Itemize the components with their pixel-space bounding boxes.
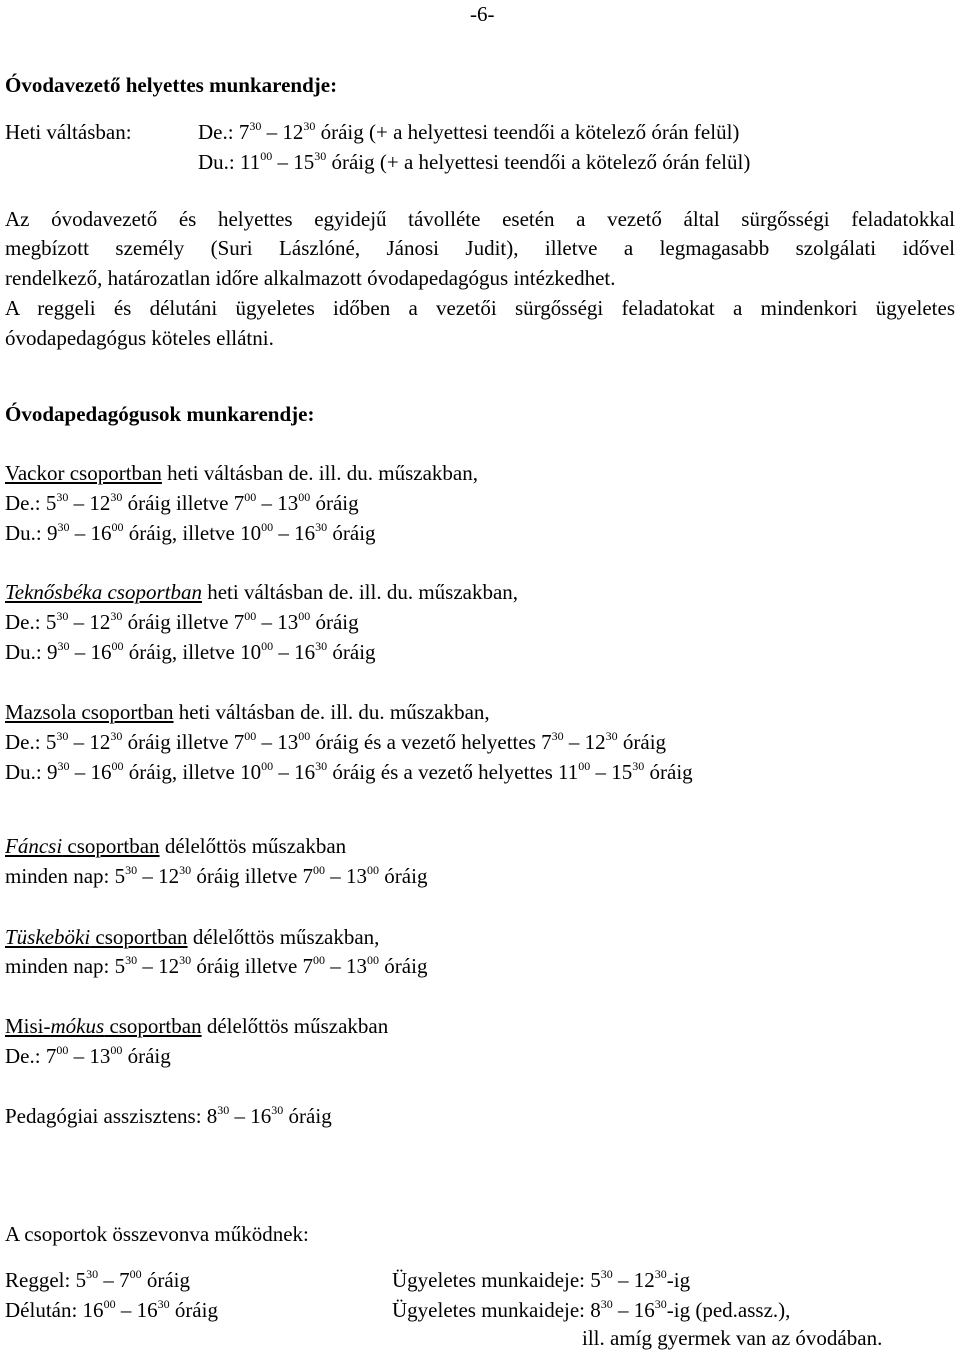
deputy-heading: Óvodavezető helyettes munkarendje: [5,73,338,97]
teachers-heading: Óvodapedagógusok munkarendje: [5,402,315,426]
merged-duty-2: Ügyeletes munkaideje: $8^{30} - 16^{30}-ig$ (ped.assz.), [392,1297,791,1322]
merged-duty-3: ill. amíg gyermek van az óvodában. [582,1326,883,1350]
mazsola-de-line: De.: $5^{30} - 12^{30}$ óráig illetve $7^{00} - 13^{00}$ óráig és a vezető helyettes $7^{30} - 12^{30}$ óráig [5,729,667,754]
fancsi-line: minden nap: $5^{30} - 12^{30}$ óráig illetve $7^{00} - 13^{00}$ óráig [5,863,428,888]
vackor-title: Vackor csoportban heti váltásban de. ill. du. műszakban, [5,461,478,485]
merged-heading: A csoportok összevonva működnek: [5,1222,309,1246]
para1-line2: megbízott személy (Suri Lászlóné, Jánosi Judit), illetve a legmagasabb szolgálati idővel [5,236,955,260]
tuske-title: Tüskeböki csoportban délelőttös műszakban, [5,925,380,949]
merged-afternoon: Délután: $16^{00} - 16^{30}$ óráig [5,1297,218,1322]
tuske-line: minden nap: $5^{30} - 12^{30}$ óráig illetve $7^{00} - 13^{00}$ óráig [5,953,428,978]
mazsola-title: Mazsola csoportban heti váltásban de. ill. du. műszakban, [5,700,490,724]
para2-line2: óvodapedagógus köteles ellátni. [5,326,274,350]
teknos-de-line: De.: $5^{30} - 12^{30}$ óráig illetve $7^{00} - 13^{00}$ óráig [5,609,359,634]
deputy-shift-label: Heti váltásban: [5,120,132,144]
merged-morning: Reggel: $5^{30} - 7^{00}$ óráig [5,1267,190,1292]
para1-line3: rendelkező, határozatlan időre alkalmazott óvodapedagógus intézkedhet. [5,266,616,290]
para2-line1: A reggeli és délutáni ügyeletes időben a vezetői sürgősségi feladatokat a mindenkori ügyeletes [5,296,955,320]
vackor-du-line: Du.: $9^{30} - 16^{00}$ óráig, illetve $10^{00} - 16^{30}$ óráig [5,520,376,545]
deputy-de-line: De.: $7^{30} - 12^{30}$ óráig (+ a helyettesi teendői a kötelező órán felül) [198,119,740,144]
misi-title: Misi-mókus csoportban délelőttös műszakban [5,1014,389,1038]
merged-duty-1: Ügyeletes munkaideje: $5^{30} - 12^{30}-ig$ [392,1267,691,1292]
vackor-de-line: De.: $5^{30} - 12^{30}$ óráig illetve $7^{00} - 13^{00}$ óráig [5,490,359,515]
assistant-line: Pedagógiai asszisztens: $8^{30} - 16^{30}$ óráig [5,1103,332,1128]
teknos-title: Teknősbéka csoportban heti váltásban de. ill. du. műszakban, [5,580,519,604]
mazsola-du-line: Du.: $9^{30} - 16^{00}$ óráig, illetve $10^{00} - 16^{30}$ óráig és a vezető helyettes $11^{00} - 15^{30}$ óráig [5,759,693,784]
fancsi-title: Fáncsi csoportban délelőttös műszakban [5,834,347,858]
misi-line: De.: $7^{00} - 13^{00}$ óráig [5,1043,171,1068]
deputy-du-line: Du.: $11^{00} - 15^{30}$ óráig (+ a helyettesi teendői a kötelező órán felül) [198,149,751,174]
para1-line1: Az óvodavezető és helyettes egyidejű távolléte esetén a vezető által sürgősségi feladatokkal [5,207,955,231]
teknos-du-line: Du.: $9^{30} - 16^{00}$ óráig, illetve $10^{00} - 16^{30}$ óráig [5,639,376,664]
page-number: -6- [470,2,495,26]
